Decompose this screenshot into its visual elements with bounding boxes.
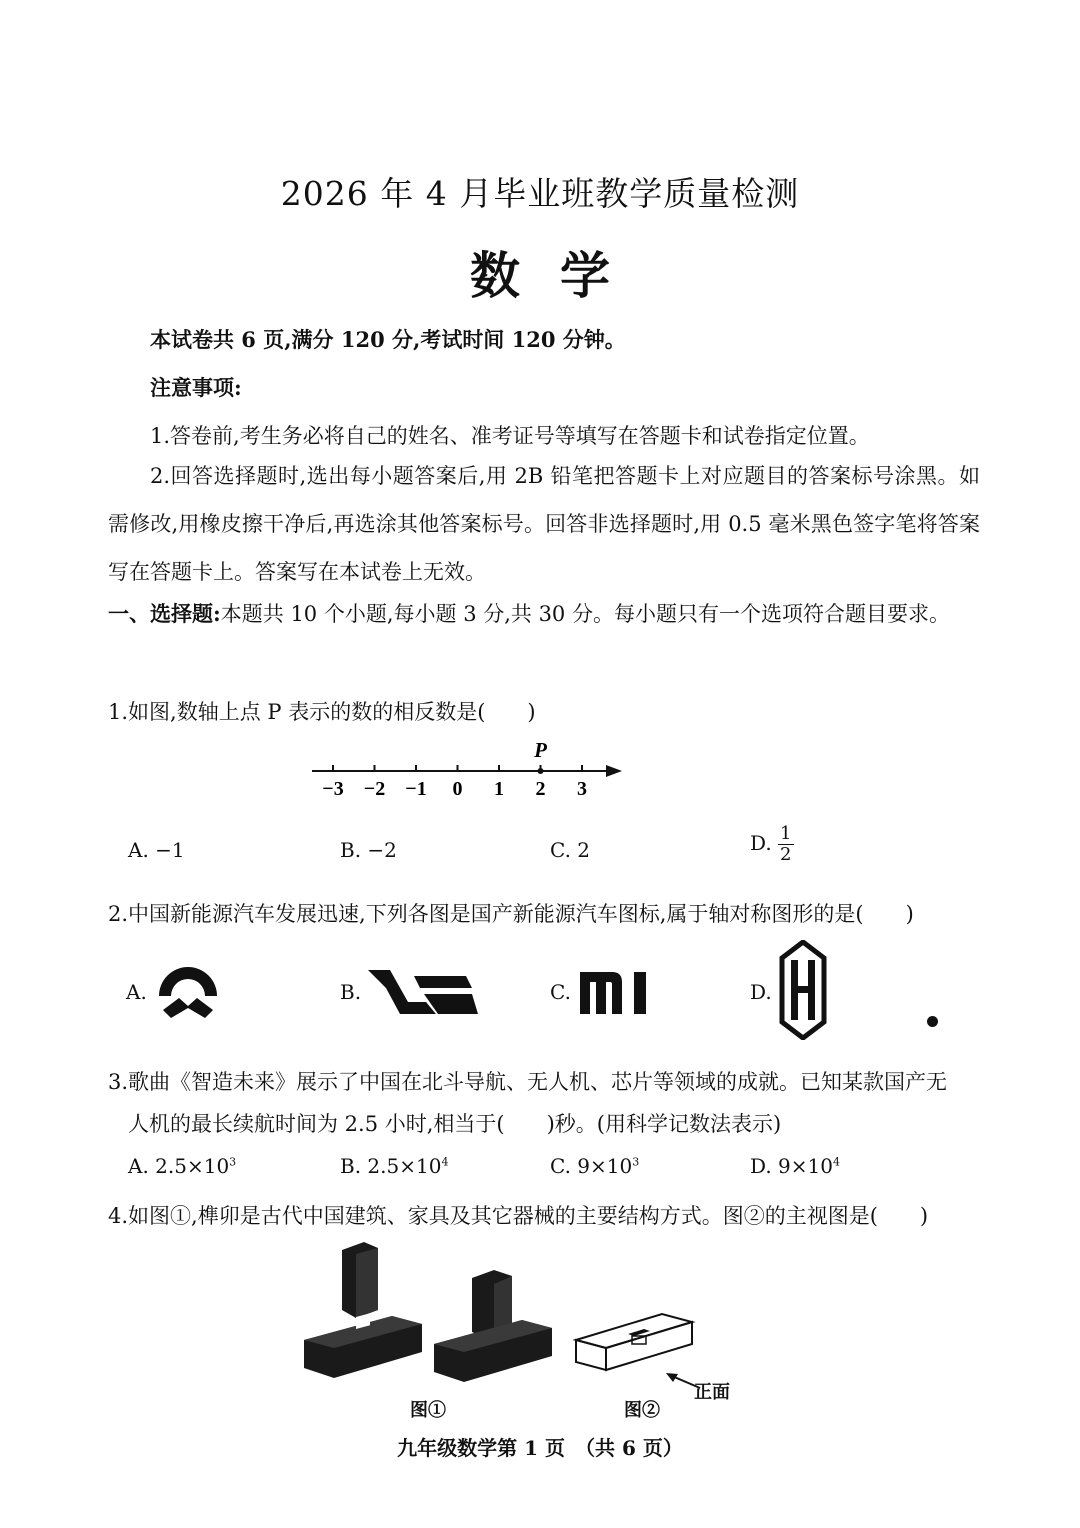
number-line-tick-label: 0: [452, 778, 463, 800]
figure-2-caption: 图②: [624, 1400, 660, 1421]
q3-stem-line-2: 人机的最长续航时间为 2.5 小时,相当于( )秒。(用科学记数法表示): [128, 1112, 782, 1136]
number-line-tick-label: 2: [535, 778, 546, 800]
q4-stem: 4.如图①,榫卯是古代中国建筑、家具及其它器械的主要结构方式。图②的主视图是( ): [108, 1204, 929, 1228]
point-p-marker: [538, 768, 544, 774]
q3-option-d: [750, 1154, 840, 1178]
q1-option-a: A. −1: [128, 838, 185, 862]
q2-option-a-label: A.: [126, 980, 147, 1004]
q3-option-a-base: A. 2.5×10: [128, 1154, 230, 1178]
number-line-tick-label: −2: [363, 778, 386, 800]
section-1-intro: [108, 590, 980, 638]
q3-option-c: [550, 1154, 639, 1178]
fraction-denominator: 2: [780, 844, 792, 865]
leapmotor-logo-icon: [366, 968, 481, 1018]
q3-option-b: [340, 1154, 448, 1178]
q3-option-d-exponent: 4: [832, 1155, 840, 1169]
stray-dot: [927, 1016, 938, 1027]
q1-option-b: B. −2: [340, 838, 397, 862]
q2-stem: 2.中国新能源汽车发展迅速,下列各图是国产新能源汽车图标,属于轴对称图形的是( ): [108, 902, 914, 926]
q3-option-b-exponent: 4: [441, 1155, 449, 1169]
q3-stem-line-1: 3.歌曲《智造未来》展示了中国在北斗导航、无人机、芯片等领域的成就。已知某款国产无: [108, 1070, 948, 1094]
figure-2-beam: [570, 1300, 700, 1380]
q2-option-b-label: B.: [340, 980, 362, 1004]
notice-item-2: 2.回答选择题时,选出每小题答案后,用 2B 铅笔把答题卡上对应题目的答案标号涂黑。如需修改,用橡皮擦干净后,再选涂其他答案标号。回答非选择题时,用 0.5 毫米黑色签字笔将答案写在答题卡上。答案写在本试卷上无效。: [108, 464, 980, 584]
number-line-arrow: [606, 765, 622, 777]
nio-logo-icon: [155, 962, 221, 1026]
number-line-tick-labels: [322, 778, 587, 800]
q1-stem: 1.如图,数轴上点 P 表示的数的相反数是( ): [108, 700, 536, 724]
q3-option-c-exponent: 3: [632, 1155, 640, 1169]
fraction-numerator: 1: [780, 823, 792, 844]
number-line-tick-label: 1: [494, 778, 504, 800]
number-line-figure: [300, 735, 640, 805]
number-line-tick-label: 3: [577, 778, 587, 800]
q2-option-d-label: D.: [750, 980, 772, 1004]
number-line-tick-label: −1: [405, 778, 427, 800]
xiaomi-logo-icon: [578, 970, 650, 1016]
hongqi-logo-icon: [778, 940, 828, 1040]
q1-option-d: [750, 824, 794, 865]
exam-summary: 本试卷共 6 页,满分 120 分,考试时间 120 分钟。: [150, 327, 626, 352]
figure-1-caption: 图①: [410, 1400, 446, 1421]
q2-option-c-label: C.: [550, 980, 571, 1004]
point-p-label: P: [534, 738, 547, 762]
section-1-heading: 一、选择题:: [108, 601, 221, 626]
q3-option-a-exponent: 3: [229, 1155, 237, 1169]
q1-option-c: C. 2: [550, 838, 591, 862]
exam-title: 2026 年 4 月毕业班教学质量检测: [280, 174, 800, 213]
q3-option-b-base: B. 2.5×10: [340, 1154, 442, 1178]
notice-heading: 注意事项:: [150, 375, 242, 400]
figure-1-mortise-tenon: [300, 1240, 560, 1390]
front-view-label: 正面: [694, 1382, 730, 1403]
subject-title: 数学: [470, 246, 650, 305]
q3-option-a: [128, 1154, 236, 1178]
q3-option-d-base: D. 9×10: [750, 1154, 833, 1178]
q1-option-d-fraction: [778, 824, 793, 865]
section-1-text: 本题共 10 个小题,每小题 3 分,共 30 分。每小题只有一个选项符合题目要求。: [220, 602, 950, 626]
notice-item-1: 1.答卷前,考生务必将自己的姓名、准考证号等填写在答题卡和试卷指定位置。: [150, 424, 870, 448]
q3-option-c-base: C. 9×10: [550, 1154, 633, 1178]
page-footer: 九年级数学第 1 页 （共 6 页）: [397, 1436, 683, 1460]
q1-option-d-prefix: D.: [750, 831, 772, 855]
number-line-tick-label: −3: [322, 778, 344, 800]
